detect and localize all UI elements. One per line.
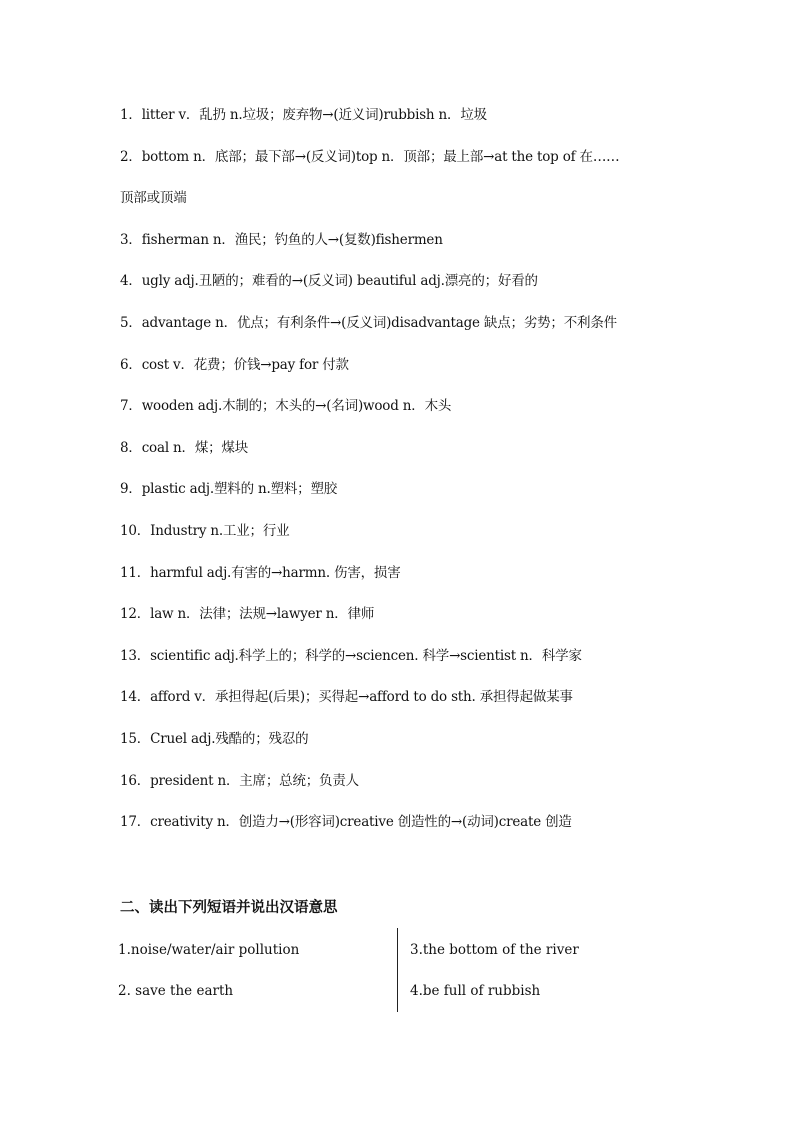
vocab-item-1: 1．litter v．乱扔 n.垃圾；废弃物→(近义词)rubbish n．垃圾 xyxy=(120,107,487,123)
vocab-item-2-continued: 顶部或顶端 xyxy=(120,190,187,207)
phrase-item-3: 3.the bottom of the river xyxy=(410,942,579,958)
phrase-column-right xyxy=(410,928,680,1012)
vocab-item-6: 6．cost v．花费；价钱→pay for 付款 xyxy=(120,356,349,373)
phrase-column-left xyxy=(118,928,388,1012)
vocab-item-16: 16．president n．主席；总统；负责人 xyxy=(120,772,359,789)
vocab-item-2: 2．bottom n．底部；最下部→(反义词)top n．顶部；最上部→at the top of 在…… xyxy=(120,148,620,165)
vocab-item-7: 7．wooden adj.木制的；木头的→(名词)wood n．木头 xyxy=(120,398,452,415)
vocab-item-4: 4．ugly adj.丑陋的；难看的→(反义词) beautiful adj.漂亮的；好看的 xyxy=(120,273,538,290)
vocab-item-14: 14．afford v．承担得起(后果)；买得起→afford to do sth. 承担得起做某事 xyxy=(120,689,573,706)
vocab-item-13: 13．scientific adj.科学上的；科学的→sciencen. 科学→scientist n．科学家 xyxy=(120,647,582,664)
section-heading: 二、读出下列短语并说出汉语意思 xyxy=(120,900,338,916)
vocab-item-5: 5．advantage n．优点；有利条件→(反义词)disadvantage 缺点；劣势；不利条件 xyxy=(120,314,617,331)
vocab-item-15: 15．Cruel adj.残酷的；残忍的 xyxy=(120,730,309,747)
vocab-item-11: 11．harmful adj.有害的→harmn. 伤害，损害 xyxy=(120,564,401,581)
vocab-item-17: 17．creativity n．创造力→(形容词)creative 创造性的→(动词)create 创造 xyxy=(120,814,572,831)
vocab-item-9: 9．plastic adj.塑料的 n.塑料；塑胶 xyxy=(120,481,338,498)
vocab-item-12: 12．law n．法律；法规→lawyer n．律师 xyxy=(120,606,375,623)
phrase-item-2: 2. save the earth xyxy=(118,983,234,999)
vocab-item-10: 10．Industry n.工业；行业 xyxy=(120,522,290,539)
phrase-item-4: 4.be full of rubbish xyxy=(410,983,541,999)
phrase-item-1: 1.noise/water/air pollution xyxy=(118,942,300,958)
vocab-item-8: 8．coal n．煤；煤块 xyxy=(120,439,249,456)
vocab-item-3: 3．fisherman n．渔民；钓鱼的人→(复数)fishermen xyxy=(120,231,443,248)
phrase-table xyxy=(118,928,678,1012)
column-divider xyxy=(397,928,398,1012)
vocabulary-list xyxy=(120,105,680,854)
